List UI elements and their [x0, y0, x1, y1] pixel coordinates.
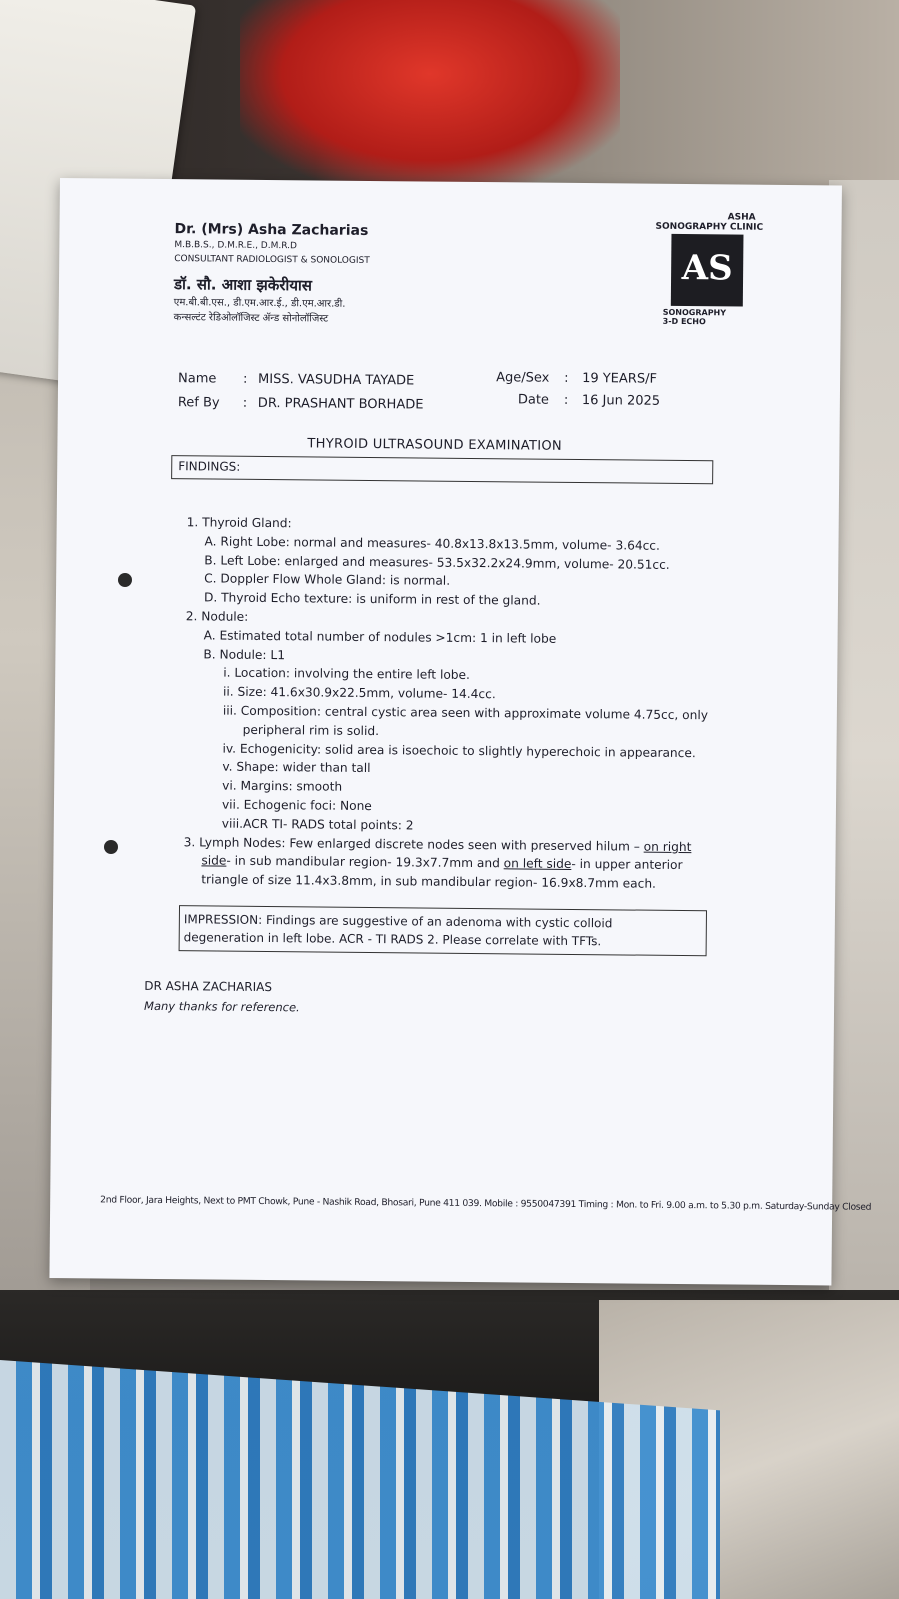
finding-line: triangle of size 11.4x3.8mm, in sub mandibular region- 16.9x8.7mm each.	[201, 872, 657, 891]
report-date: 16 Jun 2025	[581, 393, 661, 409]
lymph-side: side	[201, 853, 227, 868]
clinic-name-line1: ASHA	[727, 212, 756, 223]
finding-line: v. Shape: wider than tall	[222, 759, 371, 776]
finding-line: A. Right Lobe: normal and measures- 40.8x13.8x13.5mm, volume- 3.64cc.	[204, 534, 660, 553]
agesex-colon: :	[564, 370, 569, 386]
finding-line: ii. Size: 41.6x30.9x22.5mm, volume- 14.4cc.	[223, 684, 496, 702]
punch-hole	[118, 573, 132, 587]
punch-hole	[104, 840, 118, 854]
clinic-services-line2: 3-D ECHO	[662, 316, 706, 327]
finding-line: 2. Nodule:	[185, 609, 249, 624]
findings-header-box	[171, 455, 713, 484]
lymph-left-side: on left side	[503, 856, 572, 872]
doctor-name-hindi: डॉ. सौ. आशा झकेरीयास	[173, 275, 313, 295]
impression-text	[184, 910, 613, 950]
findings-list	[183, 513, 710, 894]
refby-colon: :	[242, 395, 248, 411]
clinic-name	[655, 212, 764, 233]
lymph-text: - in upper anterior	[571, 857, 683, 873]
finding-line: A. Estimated total number of nodules >1cm: 1 in left lobe	[203, 628, 557, 646]
finding-line: iv. Echogenicity: solid area is isoechoic to slightly hyperechoic in appearance.	[222, 741, 696, 760]
clinic-services	[663, 308, 753, 327]
doctor-title: CONSULTANT RADIOLOGIST & SONOLOGIST	[174, 254, 370, 266]
finding-line: B. Nodule: L1	[203, 646, 286, 662]
refby-label: Ref By	[177, 395, 220, 411]
exam-title: THYROID ULTRASOUND EXAMINATION	[307, 436, 563, 454]
finding-line: iii. Composition: central cystic area seen with approximate volume 4.75cc, only	[222, 703, 709, 723]
doctor-qualifications: M.B.B.S., D.M.R.E., D.M.R.D	[174, 240, 298, 252]
date-colon: :	[563, 392, 569, 408]
referring-doctor: DR. PRASHANT BORHADE	[257, 395, 424, 413]
finding-line: 1. Thyroid Gland:	[186, 515, 292, 531]
clinic-logo	[671, 234, 744, 307]
finding-line: B. Left Lobe: enlarged and measures- 53.5x32.2x24.9mm, volume- 20.51cc.	[204, 552, 670, 572]
thanks-note: Many thanks for reference.	[143, 998, 300, 1015]
finding-line: vi. Margins: smooth	[222, 778, 343, 794]
patient-agesex: 19 YEARS/F	[582, 371, 658, 387]
clinic-logo-text: AS	[681, 247, 733, 289]
doctor-qualifications-hindi: एम.बी.बी.एस., डी.एम.आर.ई., डी.एम.आर.डी.	[173, 297, 346, 310]
finding-line: i. Location: involving the entire left lobe.	[223, 665, 471, 683]
finding-line: C. Doppler Flow Whole Gland: is normal.	[204, 571, 451, 589]
red-bag	[240, 0, 620, 185]
impression-line1: IMPRESSION: Findings are suggestive of an adenoma with cystic colloid	[183, 912, 613, 931]
doctor-title-hindi: कन्सल्टंट रेडिओलॉजिस्ट ॲन्ड सोनोलॉजिस्ट	[173, 312, 329, 325]
lymph-text: 3. Lymph Nodes: Few enlarged discrete nodes seen with preserved hilum –	[183, 834, 644, 854]
impression-line2: degeneration in left lobe. ACR - TI RADS 2. Please correlate with TFTs.	[183, 930, 602, 949]
doctor-name: Dr. (Mrs) Asha Zacharias	[174, 221, 369, 239]
lymph-right-side: on right	[643, 839, 692, 854]
finding-line: D. Thyroid Echo texture: is uniform in rest of the gland.	[203, 590, 541, 608]
patient-name: MISS. VASUDHA TAYADE	[258, 371, 415, 389]
name-label: Name	[178, 371, 217, 387]
agesex-label: Age/Sex	[496, 370, 550, 386]
name-colon: :	[243, 371, 248, 387]
finding-line: viii.ACR TI- RADS total points: 2	[221, 816, 414, 833]
finding-line: vii. Echogenic foci: None	[221, 797, 372, 813]
footer-address: 2nd Floor, Jara Heights, Next to PMT Chowk, Pune - Nashik Road, Bhosari, Pune 411 039. Mobile : 9550047391 Timing : Mon. to Fri. 9.00 a.m. to 5.30 p.m. Saturday-Sunday Closed	[100, 1194, 872, 1213]
clinic-name-line2: SONOGRAPHY CLINIC	[655, 221, 764, 233]
signature-name: DR ASHA ZACHARIAS	[144, 978, 273, 995]
clinic-services-line1: SONOGRAPHY	[662, 307, 727, 318]
finding-line: peripheral rim is solid.	[242, 722, 380, 738]
impression-box	[179, 905, 707, 956]
lymph-text: - in sub mandibular region- 19.3x7.7mm and	[226, 853, 504, 871]
report-page	[49, 178, 872, 1285]
date-label: Date	[517, 392, 550, 408]
findings-label: FINDINGS:	[178, 459, 241, 474]
